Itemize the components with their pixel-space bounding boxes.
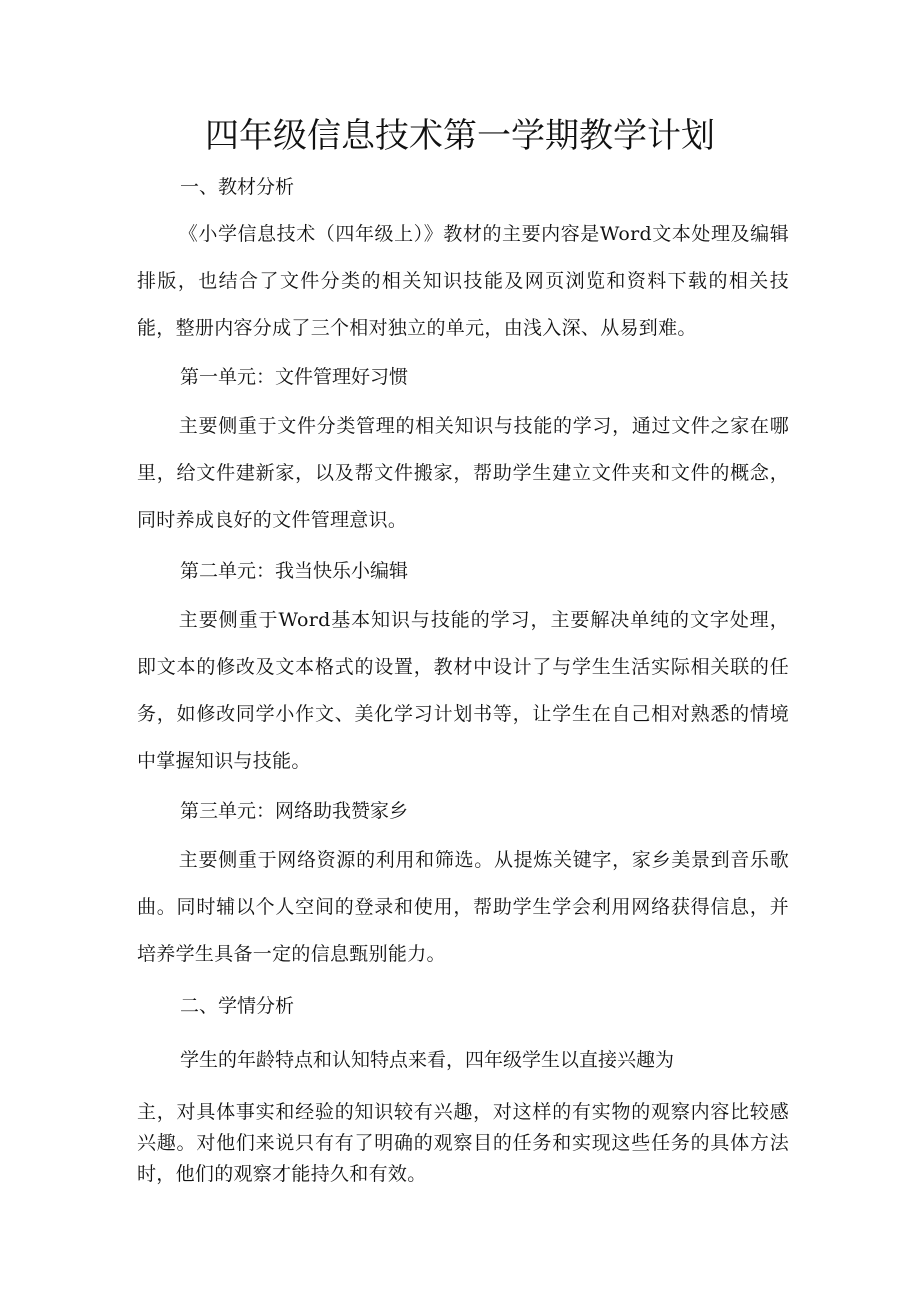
unit3-paragraph: 主要侧重于网络资源的利用和筛选。从提炼关键字，家乡美景到音乐歌曲。同时辅以个人空间的登录和使用，帮助学生学会利用网络获得信息，并培养学生具备一定的信息甄别能力。 [137, 849, 789, 965]
student-paragraph-first-line: 学生的年龄特点和认知特点来看，四年级学生以直接兴趣为 [180, 1049, 675, 1071]
student-paragraph-continuation: 主，对具体事实和经验的知识较有兴趣，对这样的有实物的观察内容比较感兴趣。对他们来说只有有了明确的观察目的任务和实现这些任务的具体方法时，他们的观察才能持久和有效。 [137, 1101, 789, 1185]
unit2-paragraph: 主要侧重于Word基本知识与技能的学习，主要解决单纯的文字处理，即文本的修改及文本格式的设置，教材中设计了与学生生活实际相关联的任务，如修改同学小作文、美化学习计划书等，让学生在自己相对熟悉的情境中掌握知识与技能。 [137, 609, 789, 772]
unit2-heading: 第二单元：我当快乐小编辑 [180, 560, 409, 582]
page-title: 四年级信息技术第一学期教学计划 [205, 116, 715, 156]
unit1-heading: 第一单元：文件管理好习惯 [180, 366, 409, 388]
section-heading-textbook-analysis: 一、教材分析 [180, 176, 295, 198]
unit3-heading: 第三单元：网络助我赞家乡 [180, 800, 409, 822]
section-heading-student-analysis: 二、学情分析 [180, 995, 295, 1017]
unit1-paragraph: 主要侧重于文件分类管理的相关知识与技能的学习，通过文件之家在哪里，给文件建新家，以及帮文件搬家，帮助学生建立文件夹和文件的概念，同时养成良好的文件管理意识。 [137, 415, 789, 531]
intro-paragraph: 《小学信息技术（四年级上）》教材的主要内容是Word文本处理及编辑排版，也结合了文件分类的相关知识技能及网页浏览和资料下载的相关技能，整册内容分成了三个相对独立的单元，由浅入深、从易到难。 [137, 223, 789, 339]
